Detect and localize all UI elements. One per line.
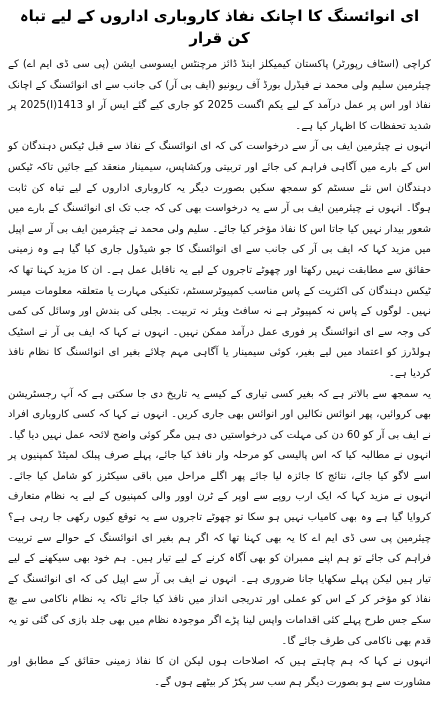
article-headline: ای انوائسنگ کا اچانک نفاذ کاروباری اداروں کے لیے تباہ کن قرار <box>19 7 420 47</box>
article-paragraph-2: انہوں نے چیئرمین ایف بی آر سے درخواست کی کہ ای انوائسنگ کے نفاذ سے قبل ٹیکس دہندگان کو اس کے بارے میں آگاہی فراہم کی جائے اور تربیتی ورکشاپس، سیمینار منعقد کیے جائیں تاکہ ٹیکس دہندگان اس نئے سسٹم کو سمجھ سکیں بصورت دیگر یہ کاروباری اداروں کے لیے تباہ کن ثابت ہوگا۔ انہوں نے چیئرمین ایف بی آر سے یہ درخواست بھی کی کہ جب تک ای انوائسنگ کے بارے میں شعور بیدار نہیں کیا جاتا اس کا نفاذ مؤخر کیا جائے۔ سلیم ولی محمد نے چیئرمین ایف بی آر سے اپیل میں مزید کہا کہ ایف بی آر کی جانب سے ای انوائسنگ کا جو شیڈول جاری کیا گیا ہے وہ زمینی حقائق سے مطابقت نہیں رکھتا اور چھوٹے تاجروں کے لیے یہ ناقابل عمل ہے۔ ان کا مزید کہنا تھا کہ ٹیکس دہندگان کی اکثریت کے پاس مناسب کمپیوٹرسسٹم، تکنیکی مہارت یا متعلقہ معلومات میسر نہیں۔ لوگوں کے پاس نہ کمپیوٹر ہے نہ سافٹ ویئر نہ تربیت۔ بجلی کی بندش اور وسائل کی کمی کی وجہ سے ای انوائسنگ پر فوری عمل درآمد ممکن نہیں۔ انہوں نے کہا کہ ایف بی آر نے اسٹیک ہولڈرز کو اعتماد میں لیے بغیر، کوئی سیمینار یا آگاہی مہم چلائے بغیر ای انوائسنگ کا نظام نافذ کردیا ہے۔ <box>8 141 431 379</box>
article-paragraph-4: انہوں نے کہا کہ ہم چاہتے ہیں کہ اصلاحات ہوں لیکن ان کا نفاذ زمینی حقائق کے مطابق اور مشاورت سے ہو بصورت دیگر ہم سب سر پکڑ کر بیٹھے ہوں گے۔ <box>8 656 431 688</box>
article-paragraph-1: کراچی (اسٹاف رپورٹر) پاکستان کیمیکلز اینڈ ڈائز مرچنٹس ایسوسی ایشن (پی سی ڈی ایم اے) کے چیئرمین سلیم ولی محمد نے فیڈرل بورڈ آف ریونیو (ایف بی آر) کی جانب سے ای انوائسنگ کے اچانک نفاذ اور اس پر عمل درآمد کے لیے یکم اگست 2025 کو جاری کیے گئے ایس آر او 1413(I)2025 پر شدید تحفظات کا اظہار کیا ہے۔ <box>8 59 431 132</box>
article-paragraph-3: یہ سمجھ سے بالاتر ہے کہ بغیر کسی تیاری کے کیسے یہ تاریخ دی جا سکتی ہے کہ آپ رجسٹریشن بھی کروائیں، پھر انوائس نکالیں اور انوائس بھی جاری کریں۔ انہوں نے کہا کہ کسی کاروباری افراد نے ایف بی آر کو 60 دن کی مہلت کی درخواستیں دی ہیں مگر کوئی واضح لائحہ عمل نہیں دیا گیا۔ انہوں نے مطالبہ کیا کہ اس پالیسی کو مرحلہ وار نافذ کیا جائے، پہلے صرف پبلک لمیٹڈ کمپنیوں پر اسے لاگو کیا جائے، نتائج کا جائزہ لیا جائے پھر اگلے مراحل میں باقی سیکٹرز کو شامل کیا جائے۔ انہوں نے مزید کہا کہ ایک ارب روپے سے اوپر کے ٹرن اوور والی کمپنیوں کے لیے یہ نظام متعارف کروایا گیا ہے وہ بھی کامیاب نہیں ہو سکا تو چھوٹے تاجروں سے یہ توقع کیوں رکھی جا رہی ہے؟ چیئرمین پی سی ڈی ایم اے کا یہ بھی کہنا تھا کہ اگر ہم بغیر ای انوائسنگ کے حوالے سے تربیت فراہم کی جائے تو ہم اپنے ممبران کو بھی آگاہ کرنے کے لیے تیار ہیں۔ ہم خود بھی سیکھنے کے لیے تیار ہیں لیکن پہلے سکھایا جانا ضروری ہے۔ انہوں نے ایف بی آر سے اپیل کی کہ ای انوائسنگ کے نفاذ کو مؤخر کر کے اس کو عملی اور تدریجی انداز میں نافذ کیا جائے تاکہ یہ نظام ناکامی سے بچ سکے جس طرح پہلے کئی اقدامات واپس لینا پڑے اگر موجودہ نظام میں بھی جلد بازی کی گئی تو یہ قدم بھی ناکامی کی طرف جائے گا۔ <box>8 388 431 647</box>
